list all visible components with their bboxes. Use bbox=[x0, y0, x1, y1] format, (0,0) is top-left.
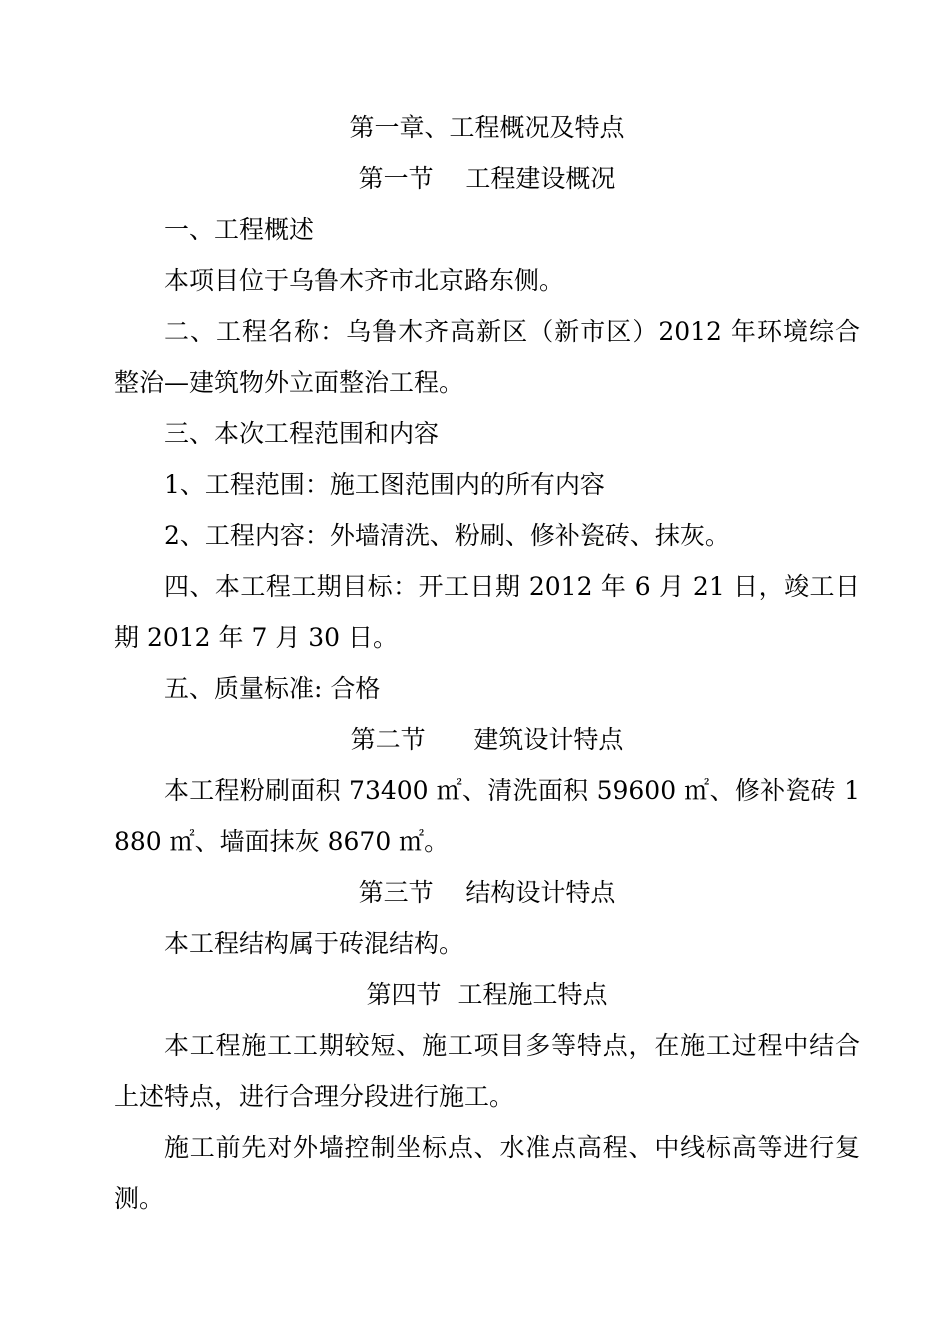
scope-heading: 三、本次工程范围和内容 bbox=[164, 419, 440, 448]
project-name-paragraph: 二、工程名称：乌鲁木齐高新区（新市区）2012 年环境综合整治—建筑物外立面整治工程。 bbox=[114, 317, 860, 397]
document-body bbox=[114, 102, 860, 1224]
section-heading-4: 第四节 工程施工特点 bbox=[366, 980, 608, 1009]
scope-item-content: 2、工程内容：外墙清洗、粉刷、修补瓷砖、抹灰。 bbox=[164, 521, 730, 550]
overview-heading: 一、工程概述 bbox=[164, 215, 315, 244]
scope-item-range: 1、工程范围：施工图范围内的所有内容 bbox=[164, 470, 605, 499]
chapter-title: 第一章、工程概况及特点 bbox=[349, 113, 625, 142]
construction-paragraph-2: 施工前先对外墙控制坐标点、水准点高程、中线标高等进行复测。 bbox=[114, 1133, 860, 1213]
construction-paragraph-1: 本工程施工工期较短、施工项目多等特点，在施工过程中结合上述特点，进行合理分段进行施工。 bbox=[114, 1031, 860, 1111]
project-location: 本项目位于乌鲁木齐市北京路东侧。 bbox=[164, 266, 565, 295]
section-heading-1: 第一节 工程建设概况 bbox=[358, 164, 616, 193]
schedule-paragraph: 四、本工程工期目标：开工日期 2012 年 6 月 21 日，竣工日期 2012 年 7 月 30 日。 bbox=[114, 572, 860, 652]
section-heading-2: 第二节 建筑设计特点 bbox=[350, 725, 624, 754]
structure-paragraph: 本工程结构属于砖混结构。 bbox=[164, 929, 465, 958]
section-heading-3: 第三节 结构设计特点 bbox=[358, 878, 616, 907]
quality-standard: 五、质量标准: 合格 bbox=[164, 674, 381, 703]
architecture-paragraph: 本工程粉刷面积 73400 ㎡、清洗面积 59600 ㎡、修补瓷砖 1880 ㎡、墙面抹灰 8670 ㎡。 bbox=[114, 776, 860, 856]
